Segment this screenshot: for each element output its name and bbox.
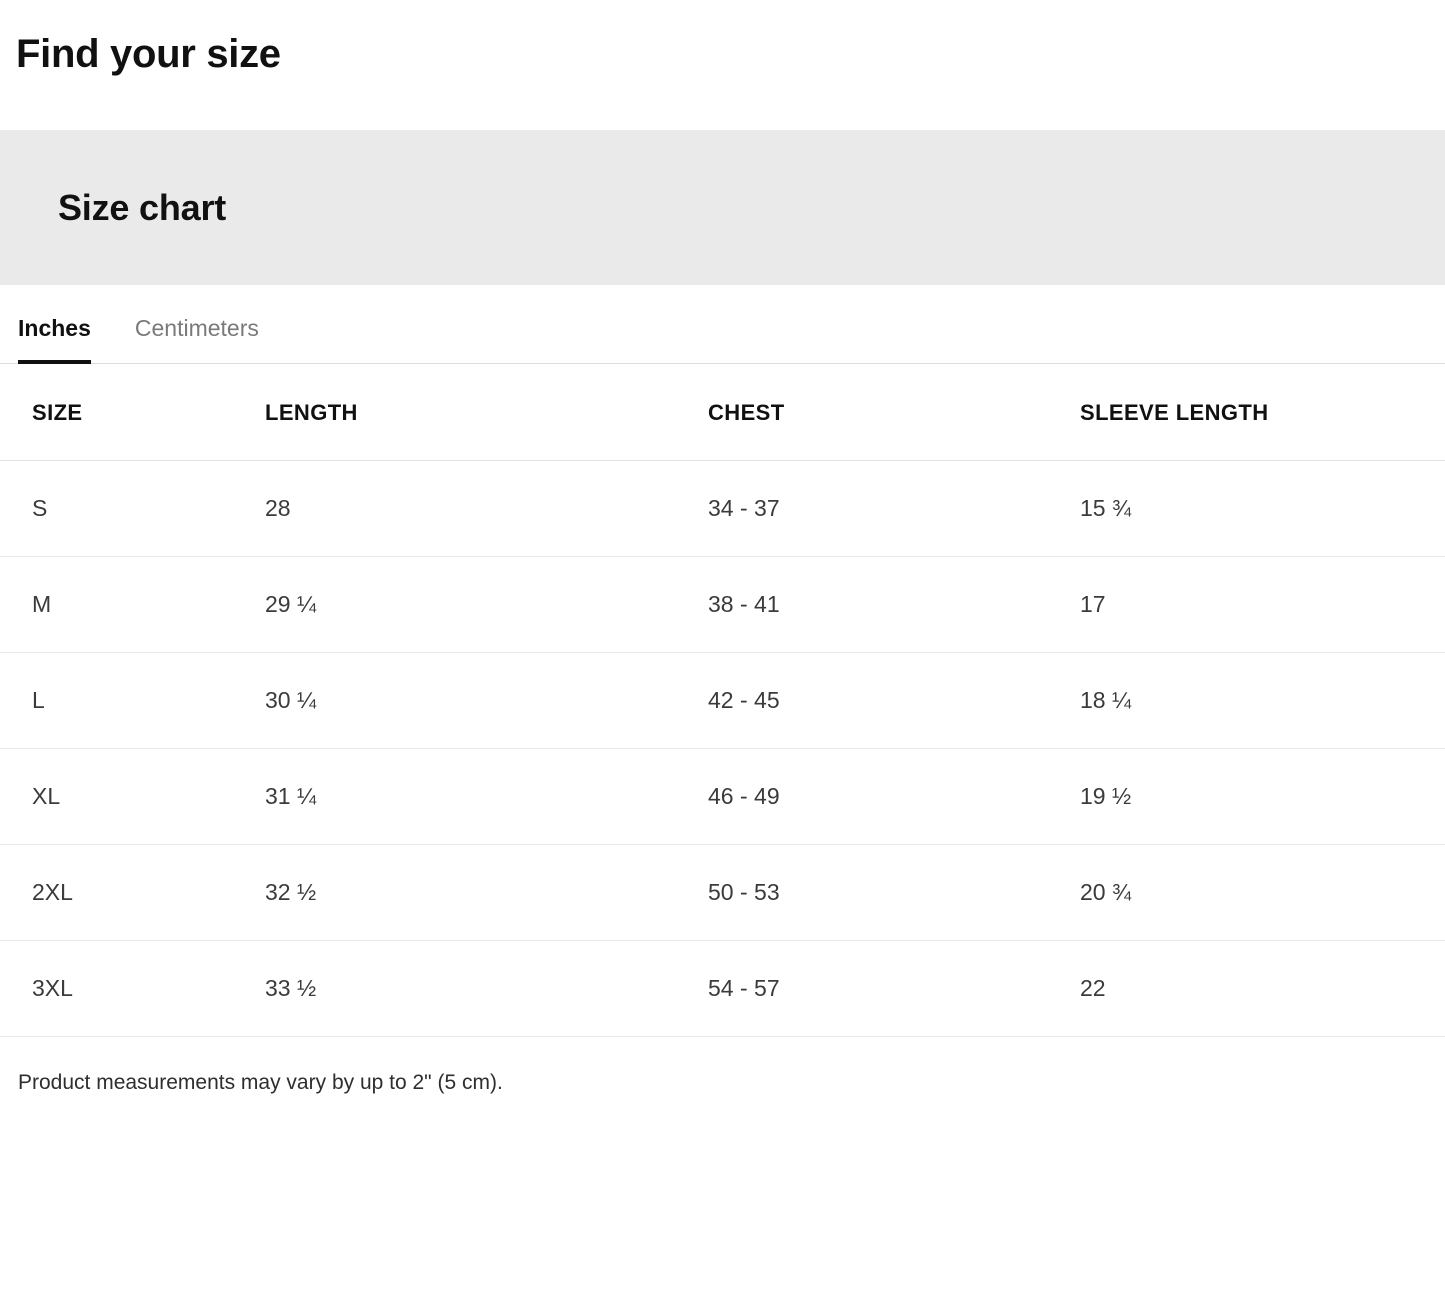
cell-length: 31 ¼ <box>265 749 708 845</box>
cell-size: XL <box>0 749 265 845</box>
cell-sleeve: 22 <box>1080 941 1445 1037</box>
table-row <box>0 557 1445 653</box>
size-chart-banner <box>0 130 1445 285</box>
cell-size: S <box>0 461 265 557</box>
table-row <box>0 461 1445 557</box>
table-header-row <box>0 364 1445 461</box>
cell-chest: 46 - 49 <box>708 749 1080 845</box>
cell-length: 32 ½ <box>265 845 708 941</box>
cell-sleeve: 15 ¾ <box>1080 461 1445 557</box>
cell-length: 29 ¼ <box>265 557 708 653</box>
cell-sleeve: 18 ¼ <box>1080 653 1445 749</box>
tab-centimeters[interactable]: Centimeters <box>134 315 259 341</box>
cell-chest: 38 - 41 <box>708 557 1080 653</box>
cell-length: 33 ½ <box>265 941 708 1037</box>
cell-chest: 50 - 53 <box>708 845 1080 941</box>
size-chart-banner-title: Size chart <box>58 186 227 228</box>
cell-sleeve: 19 ½ <box>1080 749 1445 845</box>
cell-chest: 42 - 45 <box>708 653 1080 749</box>
column-header-size: SIZE <box>0 364 265 461</box>
unit-tabs <box>0 307 1445 364</box>
column-header-chest: CHEST <box>708 364 1080 461</box>
tab-inches[interactable]: Inches <box>18 307 91 364</box>
table-row <box>0 749 1445 845</box>
cell-chest: 54 - 57 <box>708 941 1080 1037</box>
cell-chest: 34 - 37 <box>708 461 1080 557</box>
cell-size: 2XL <box>0 845 265 941</box>
cell-size: L <box>0 653 265 749</box>
measurement-footnote: Product measurements may vary by up to 2" (5 cm). <box>18 1071 503 1094</box>
column-header-length: LENGTH <box>265 364 708 461</box>
size-chart-table <box>0 364 1445 1037</box>
page-title: Find your size <box>16 32 281 76</box>
cell-length: 30 ¼ <box>265 653 708 749</box>
cell-sleeve: 20 ¾ <box>1080 845 1445 941</box>
cell-size: M <box>0 557 265 653</box>
table-row <box>0 941 1445 1037</box>
cell-size: 3XL <box>0 941 265 1037</box>
cell-length: 28 <box>265 461 708 557</box>
size-chart-page <box>0 30 1445 1125</box>
table-row <box>0 845 1445 941</box>
cell-sleeve: 17 <box>1080 557 1445 653</box>
column-header-sleeve-length: SLEEVE LENGTH <box>1080 364 1445 461</box>
table-row <box>0 653 1445 749</box>
